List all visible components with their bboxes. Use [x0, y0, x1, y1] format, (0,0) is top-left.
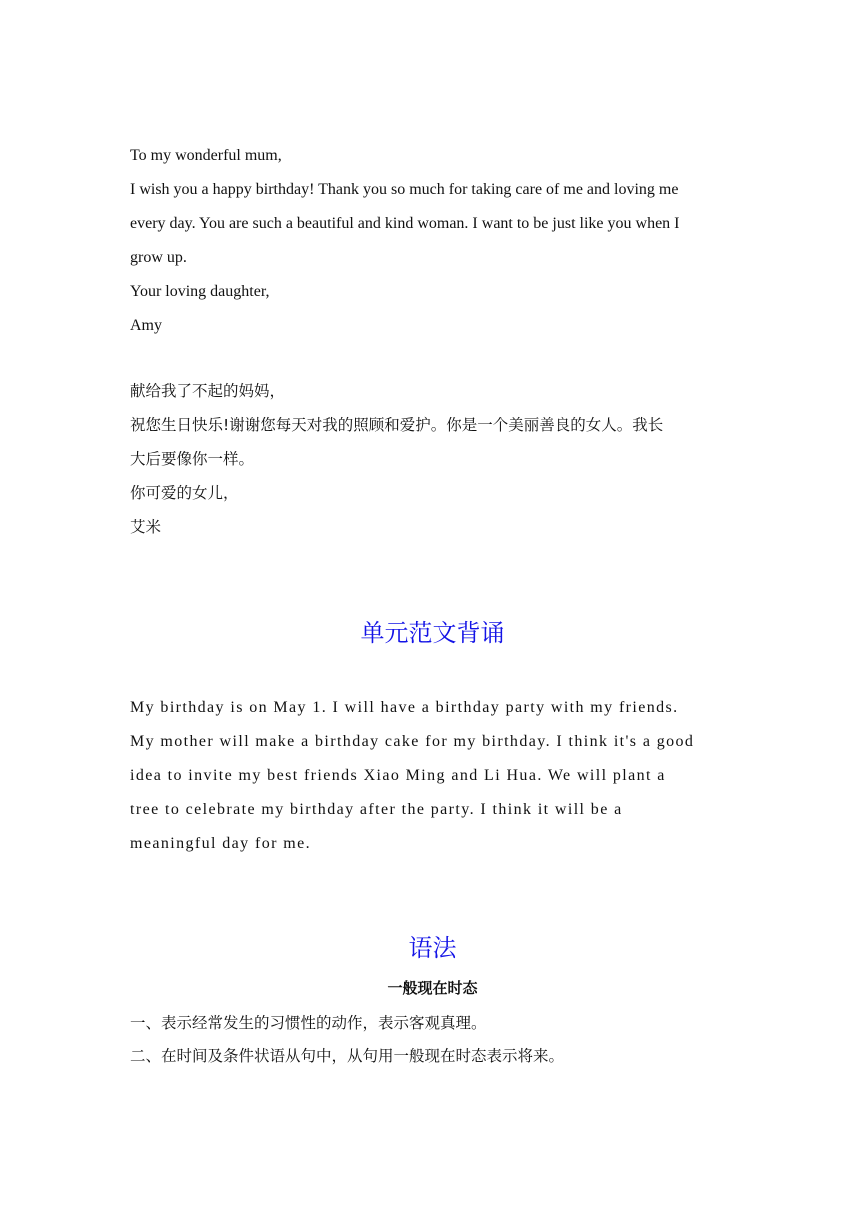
- essay-line: My mother will make a birthday cake for my birthday. I think it's a good: [130, 733, 695, 750]
- letter-en-body-line: I wish you a happy birthday! Thank you so much for taking care of me and loving me: [130, 181, 679, 198]
- letter-zh-greeting: 献给我了不起的妈妈，: [130, 382, 286, 400]
- grammar-point: 一、表示经常发生的习惯性的动作，表示客观真理。: [130, 1014, 487, 1032]
- grammar-section-title: 语法: [408, 934, 457, 962]
- essay-section-title: 单元范文背诵: [360, 619, 505, 647]
- letter-en-body-line: grow up.: [130, 249, 187, 266]
- essay-line: My birthday is on May 1. I will have a birthday party with my friends.: [130, 699, 679, 716]
- grammar-subtitle: 一般现在时态: [387, 979, 478, 997]
- letter-en-signature: Amy: [130, 317, 162, 334]
- essay-line: idea to invite my best friends Xiao Ming and Li Hua. We will plant a: [130, 767, 666, 784]
- grammar-point: 二、在时间及条件状语从句中，从句用一般现在时态表示将来。: [130, 1047, 565, 1065]
- letter-en-body-line: every day. You are such a beautiful and kind woman. I want to be just like you when I: [130, 215, 680, 232]
- letter-zh-body-line: 祝您生日快乐!谢谢您每天对我的照顾和爱护。你是一个美丽善良的女人。我长: [130, 416, 664, 434]
- essay-line: meaningful day for me.: [130, 835, 311, 852]
- essay-line: tree to celebrate my birthday after the party. I think it will be a: [130, 801, 623, 818]
- letter-en-closing: Your loving daughter,: [130, 283, 270, 300]
- letter-en-greeting: To my wonderful mum,: [130, 147, 282, 164]
- letter-zh-signature: 艾米: [130, 518, 162, 536]
- letter-zh-closing: 你可爱的女儿，: [130, 484, 239, 502]
- letter-zh-body-line: 大后要像你一样。: [130, 450, 255, 468]
